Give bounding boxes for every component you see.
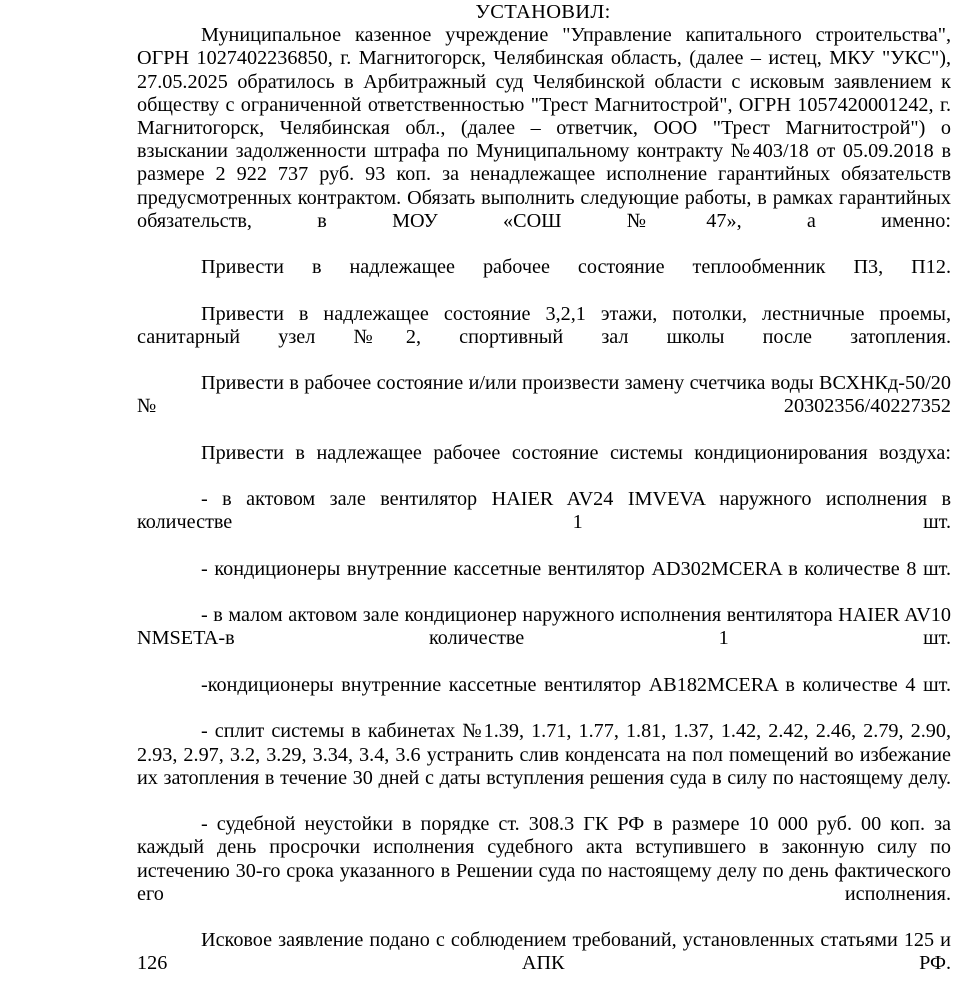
document-text-column [137,0,951,999]
paragraph-heat-exchanger-works: Привести в надлежащее рабочее состояние теплообменник П3, П12. [201,256,951,279]
paragraph-assembly-hall-fan-haier-av24: - в актовом зале вентилятор HAIER AV24 IMVEVA наружного исполнения в количестве 1 шт. [137,488,951,534]
paragraph-indoor-cassette-ab182mcera: -кондиционеры внутренние кассетные вентилятор AB182MCERA в количестве 4 шт. [201,673,951,696]
paragraph-case-introduction: Муниципальное казенное учреждение "Управление капитального строительства", ОГРН 1027402236850, г. Магнитогорск, Челябинская область, (далее – истец, МКУ "УКС"), 27.05.2025 обратилось в Арбитражный суд Челябинской области с исковым заявлением к обществу с ограниченной ответственностью "Трест Магнитострой", ОГРН 1057420001242, г. Магнитогорск, Челябинская обл., (далее – ответчик, ООО "Трест Магнитострой") о взыскании задолженности штрафа по Муниципальному контракту №403/18 от 05.09.2018 в размере 2 922 737 руб. 93 коп. за ненадлежащее исполнение гарантийных обязательств предусмотренных контрактом. Обязать выполнить следующие работы, в рамках гарантийных обязательств, в МОУ «СОШ №47», а именно: [137,24,951,232]
paragraph-indoor-cassette-ad302mcera: - кондиционеры внутренние кассетные вентилятор AD302MCERA в количестве 8 шт. [201,557,951,580]
paragraph-judicial-astreinte: - судебной неустойки в порядке ст. 308.3 ГК РФ в размере 10 000 руб. 00 коп. за каждый день просрочки исполнения судебного акта вступившего в законную силу по истечению 30-го срока указанного в Решении суда по настоящему делу по день фактического его исполнения. [137,813,951,905]
paragraph-split-systems-rooms: - сплит системы в кабинетах №1.39, 1.71, 1.77, 1.81, 1.37, 1.42, 2.42, 2.46, 2.79, 2.90, 2.93, 2.97, 3.2, 3.29, 3.34, 3.4, 3.6 устранить слив конденсата на пол помещений во избежание их затопления в течение 30 дней с даты вступления решения суда в силу по настоящему делу. [137,720,951,789]
section-heading-ustanovil: УСТАНОВИЛ: [475,1,611,23]
paragraph-floors-restoration-works: Привести в надлежащее состояние 3,2,1 этажи, потолки, лестничные проемы, санитарный узел №2, спортивный зал школы после затопления. [137,302,951,348]
paragraph-small-hall-outdoor-haier-av10: - в малом актовом зале кондиционер наружного исполнения вентилятора HAIER AV10 NMSETA-в количестве 1 шт. [137,604,951,650]
paragraph-claim-filing-compliance: Исковое заявление подано с соблюдением требований, установленных статьями 125 и 126 АПК РФ. [137,929,951,975]
paragraph-air-conditioning-header: Привести в надлежащее рабочее состояние системы кондиционирования воздуха: [201,441,951,464]
paragraph-water-meter-replacement: Привести в рабочее состояние и/или произвести замену счетчика воды ВСХНКд-50/20 №20302356/40227352 [137,372,951,418]
